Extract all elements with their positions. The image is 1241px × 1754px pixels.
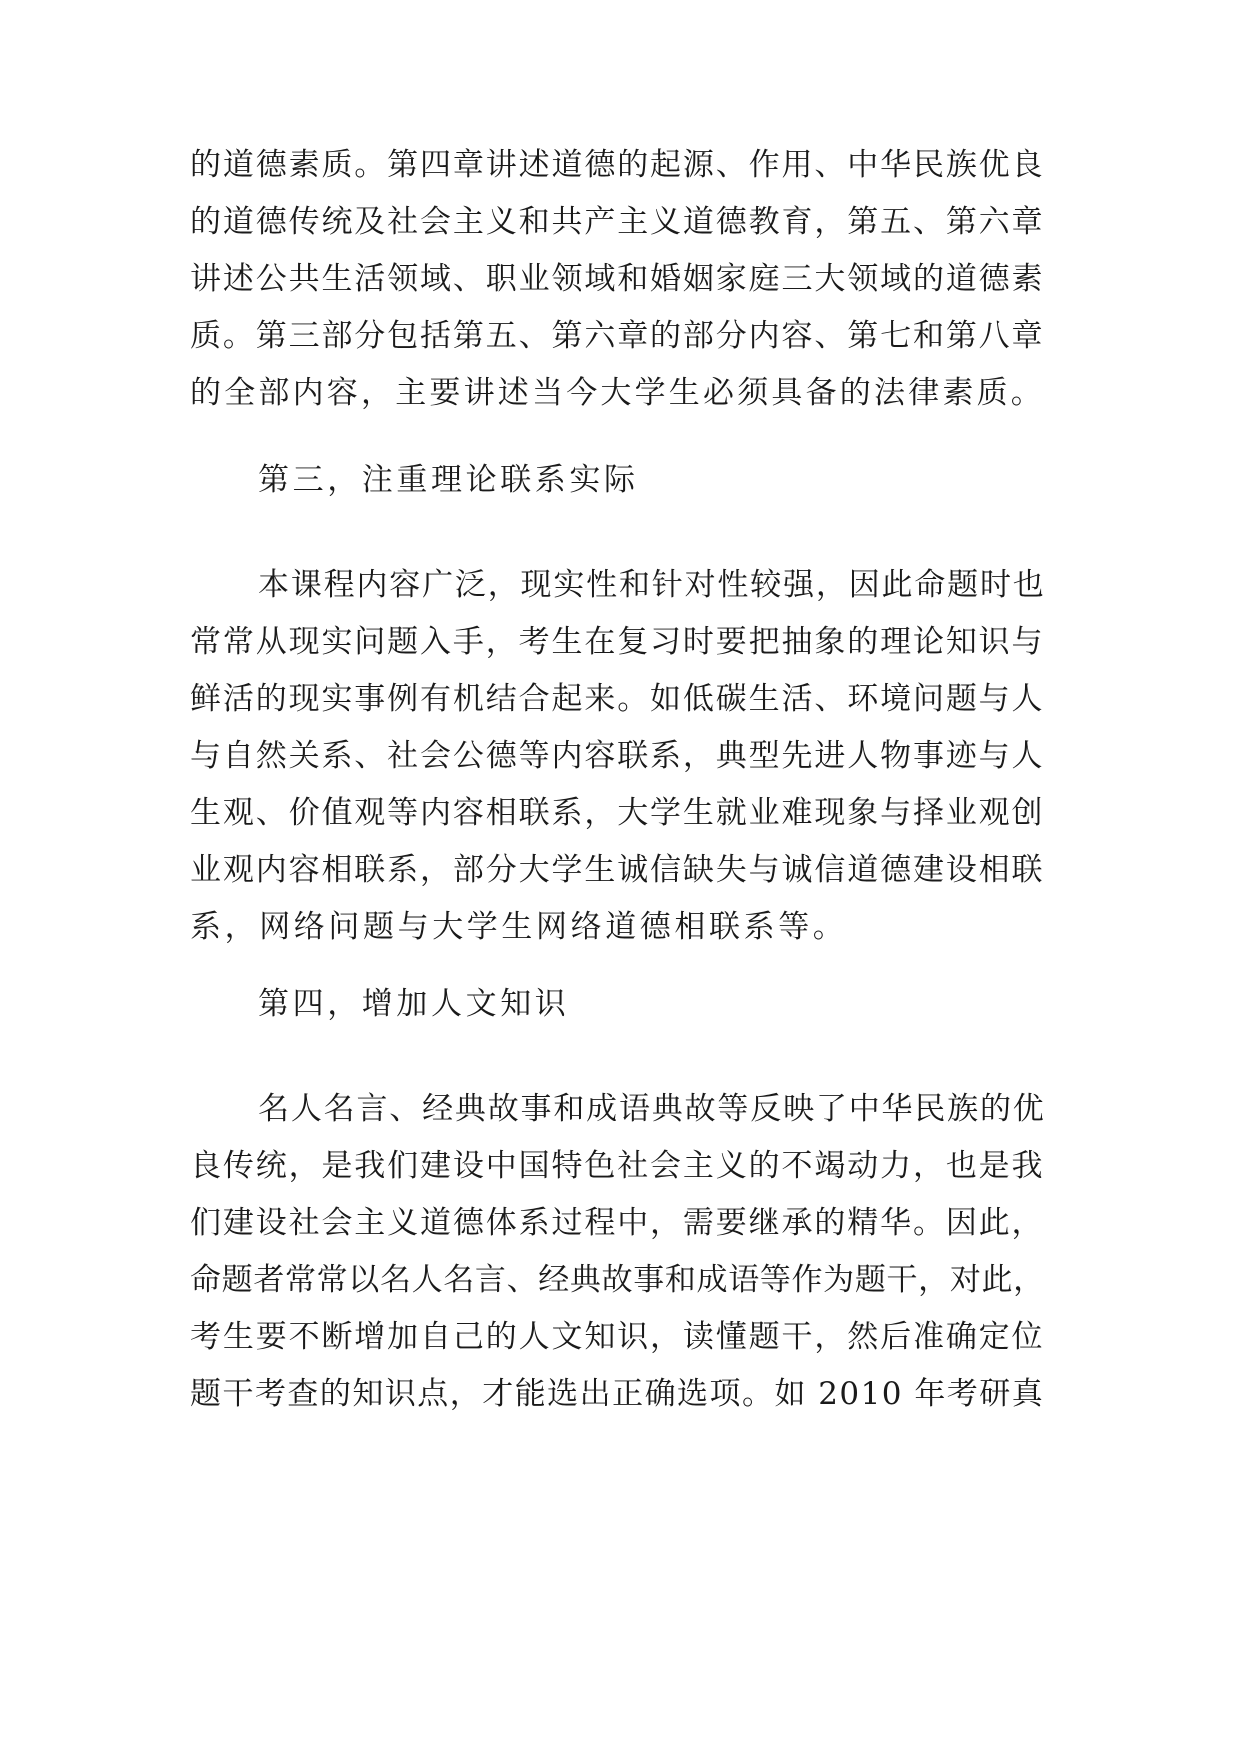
text-line: 考生要不断增加自己的人文知识，读懂题干，然后准确定位 bbox=[190, 1319, 1045, 1355]
text-line: 鲜活的现实事例有机结合起来。如低碳生活、环境问题与人 bbox=[190, 681, 1045, 717]
text-line: 本课程内容广泛，现实性和针对性较强，因此命题时也 bbox=[258, 567, 1046, 603]
text-line: 名人名言、经典故事和成语典故等反映了中华民族的优 bbox=[258, 1091, 1046, 1127]
text-line: 们建设社会主义道德体系过程中，需要继承的精华。因此， bbox=[190, 1205, 1045, 1241]
paragraph-theory-practice bbox=[190, 557, 1050, 956]
text-line: 题干考查的知识点，才能选出正确选项。如 2010 年考研真 bbox=[190, 1376, 1045, 1412]
text-line: 的道德素质。第四章讲述道德的起源、作用、中华民族优良 bbox=[190, 147, 1045, 183]
text-line: 讲述公共生活领域、职业领域和婚姻家庭三大领域的道德素 bbox=[190, 261, 1045, 297]
heading-text: 第三，注重理论联系实际 bbox=[258, 462, 639, 498]
text-line: 常常从现实问题入手，考生在复习时要把抽象的理论知识与 bbox=[190, 624, 1045, 660]
text-line: 生观、价值观等内容相联系，大学生就业难现象与择业观创 bbox=[190, 795, 1045, 831]
text-line: 系，网络问题与大学生网络道德相联系等。 bbox=[190, 909, 848, 945]
paragraph-moral-quality-chapters bbox=[190, 137, 1050, 422]
text-line: 的道德传统及社会主义和共产主义道德教育，第五、第六章 bbox=[190, 204, 1045, 240]
heading-fourth-point bbox=[258, 976, 1118, 1033]
text-line: 的全部内容，主要讲述当今大学生必须具备的法律素质。 bbox=[190, 375, 1045, 411]
heading-text: 第四，增加人文知识 bbox=[258, 986, 570, 1022]
text-line: 业观内容相联系，部分大学生诚信缺失与诚信道德建设相联 bbox=[190, 852, 1045, 888]
text-line: 质。第三部分包括第五、第六章的部分内容、第七和第八章 bbox=[190, 318, 1045, 354]
text-line: 命题者常常以名人名言、经典故事和成语等作为题干，对此， bbox=[190, 1262, 1045, 1298]
paragraph-humanities-knowledge bbox=[190, 1081, 1050, 1423]
text-line: 与自然关系、社会公德等内容联系，典型先进人物事迹与人 bbox=[190, 738, 1045, 774]
text-line: 良传统，是我们建设中国特色社会主义的不竭动力，也是我 bbox=[190, 1148, 1045, 1184]
heading-third-point bbox=[258, 452, 1118, 509]
